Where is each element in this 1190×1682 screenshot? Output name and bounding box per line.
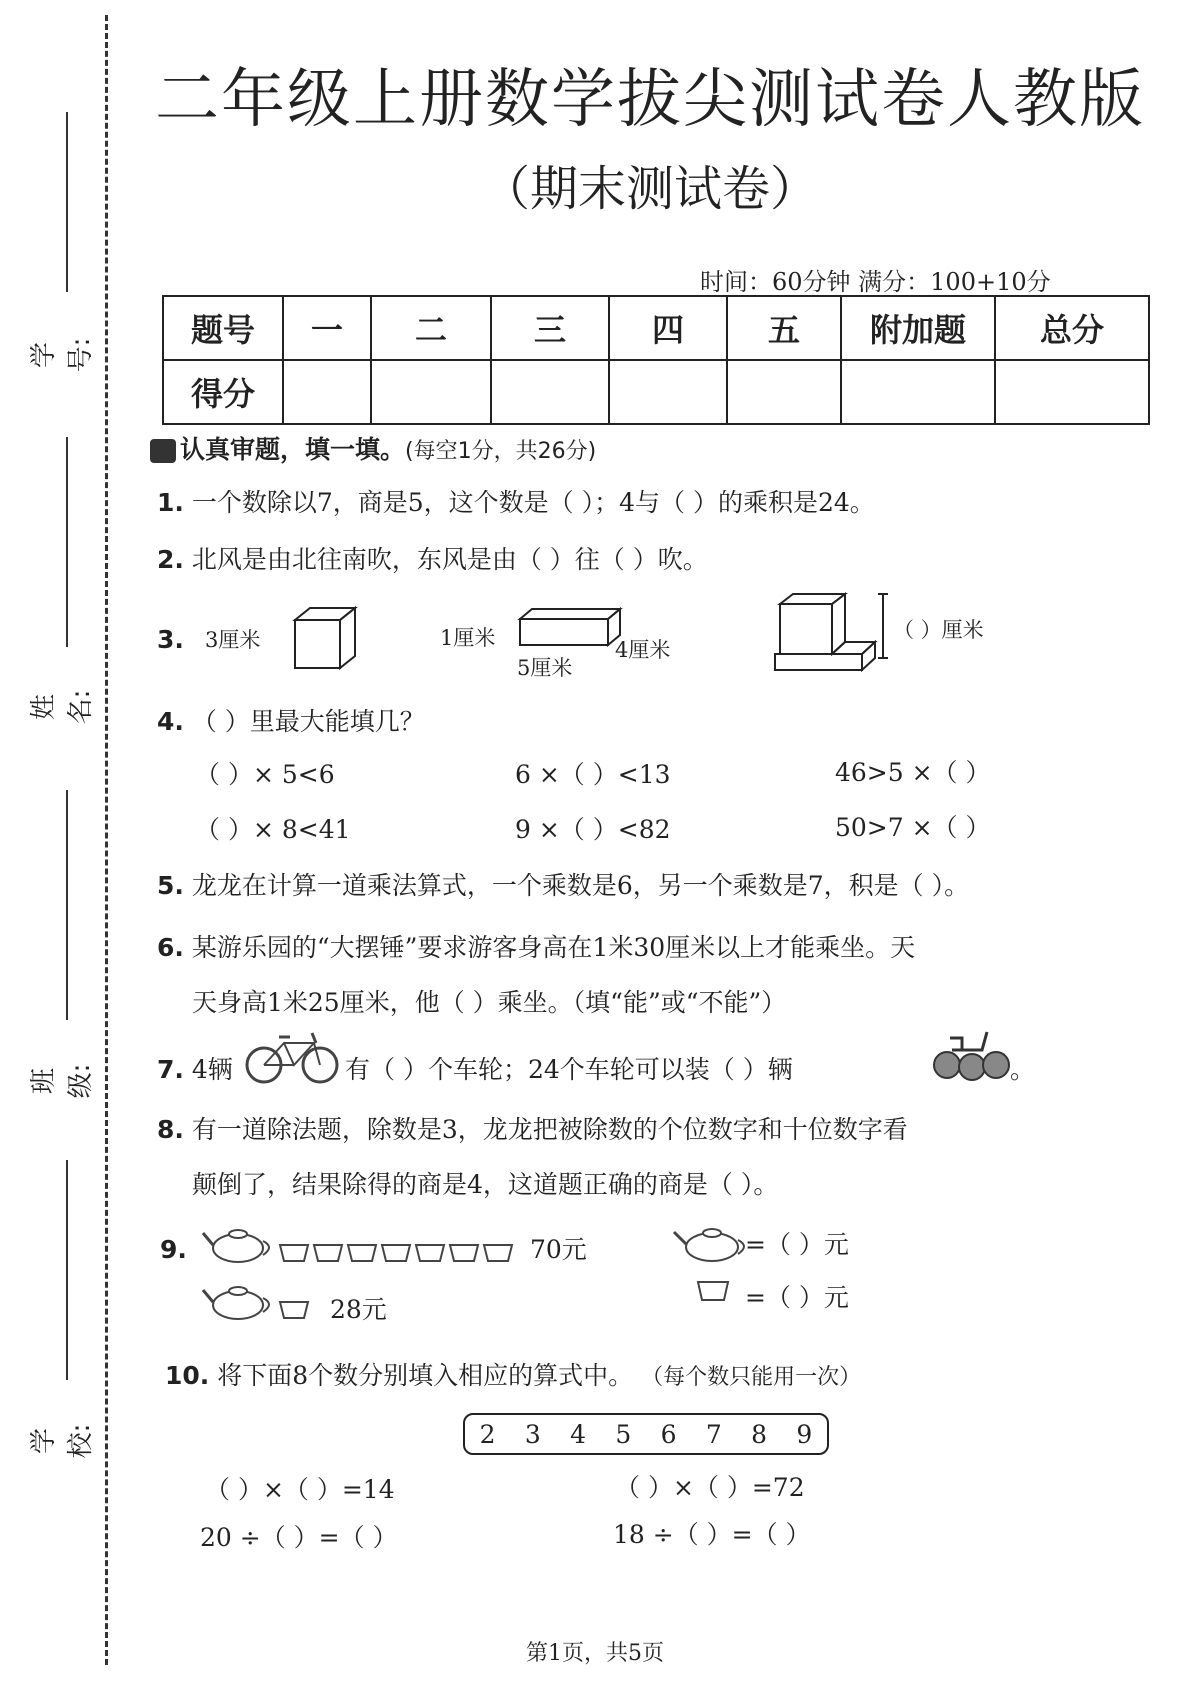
question-1 (157, 483, 875, 519)
question-8 (157, 1110, 908, 1146)
number-item: 2 (479, 1419, 496, 1449)
number-item: 9 (796, 1419, 813, 1449)
number-item: 8 (751, 1419, 768, 1449)
question-3 (157, 625, 184, 654)
score-input-cell[interactable] (841, 360, 995, 424)
equation-item: 18 ÷（ ）=（ ） (613, 1520, 811, 1549)
score-input-cell[interactable] (371, 360, 491, 424)
student-no-line (66, 112, 68, 292)
question-2 (157, 540, 708, 576)
question-text-line1: 有一道除法题，除数是3，龙龙把被除数的个位数字和十位数字看 (191, 1115, 908, 1144)
teapot-price-answer: =（ ）元 (745, 1230, 849, 1259)
student-no-label: 学号: (29, 337, 96, 373)
score-input-cell[interactable] (995, 360, 1149, 424)
question-9 (160, 1235, 187, 1264)
number-item: 6 (660, 1419, 677, 1449)
inequality-item: （ ）× 8<41 (195, 815, 351, 844)
inequality-item: 46>5 ×（ ） (835, 758, 991, 787)
section-number-badge (150, 439, 176, 463)
page-title: 二年级上册数学拔尖测试卷人教版 (155, 63, 1145, 137)
cuboid-height-label: 1厘米 (440, 626, 496, 650)
score-table (162, 295, 1150, 425)
score-header-cell: 一 (283, 296, 371, 360)
section-heading (150, 430, 596, 466)
stacked-solid-figure (775, 592, 890, 677)
score-header-cell: 四 (609, 296, 727, 360)
tricycle-icon (932, 1020, 1010, 1082)
number-item: 5 (615, 1419, 632, 1449)
score-header-cell: 二 (371, 296, 491, 360)
question-number: 10. (165, 1361, 210, 1390)
school-line (66, 1160, 68, 1380)
score-input-cell[interactable] (491, 360, 609, 424)
number-bank (463, 1413, 829, 1455)
question-text: 将下面8个数分别填入相应的算式中。 (217, 1361, 634, 1390)
cube-figure (285, 605, 360, 673)
school-label: 学校: (29, 1423, 96, 1459)
class-line (66, 790, 68, 1020)
class-label: 班级: (29, 1063, 96, 1099)
question-number: 3. (157, 625, 184, 654)
question-text-pre: 4辆 (191, 1055, 233, 1084)
question-text: 北风是由北往南吹，东风是由（ ）往（ ）吹。 (191, 545, 708, 574)
score-row-label: 得分 (163, 360, 283, 424)
score-header-cell: 题号 (163, 296, 283, 360)
question-note: （每个数只能用一次） (641, 1365, 862, 1390)
score-input-cell[interactable] (283, 360, 371, 424)
inequality-item: 50>7 ×（ ） (835, 813, 991, 842)
question-number: 4. (157, 707, 184, 736)
question-number: 2. (157, 545, 184, 574)
equation-item: （ ）×（ ）=14 (205, 1475, 395, 1504)
inequality-item: 6 ×（ ）<13 (515, 760, 671, 789)
question-8-line2: 颠倒了，结果除得的商是4，这道题正确的商是（ ）。 (192, 1170, 779, 1199)
name-label: 姓名: (29, 689, 96, 725)
question-7-end: 。 (1010, 1055, 1036, 1084)
question-text: 龙龙在计算一道乘法算式，一个乘数是6，另一个乘数是7，积是（ ）。 (191, 871, 970, 900)
equation-item: 20 ÷（ ）=（ ） (200, 1523, 398, 1552)
score-header-cell: 五 (727, 296, 841, 360)
section-note: (每空1分，共26分) (405, 439, 597, 464)
cube-edge-label: 3厘米 (205, 628, 261, 652)
number-item: 3 (524, 1419, 541, 1449)
name-line (66, 437, 68, 647)
question-7-middle: 有（ ）个车轮；24个车轮可以装（ ）辆 (345, 1055, 793, 1084)
question-number: 6. (157, 933, 184, 962)
question-number: 7. (157, 1055, 184, 1084)
question-6 (157, 928, 915, 964)
price-total-1: 70元 (530, 1235, 587, 1264)
teapot-and-cup-group (203, 1280, 318, 1322)
score-table-score-row (163, 360, 1149, 424)
score-table-header-row (163, 296, 1149, 360)
score-header-cell: 三 (491, 296, 609, 360)
question-number: 8. (157, 1115, 184, 1144)
question-number: 5. (157, 871, 184, 900)
cuboid-length-label: 5厘米 (517, 656, 573, 680)
question-text: 一个数除以7，商是5，这个数是（ ）；4与（ ）的乘积是24。 (191, 488, 875, 517)
teapot-icon (672, 1222, 752, 1264)
question-6-line2: 天身高1米25厘米，他（ ）乘坐。（填“能”或“不能”） (192, 988, 787, 1017)
price-total-2: 28元 (330, 1295, 387, 1324)
score-input-cell[interactable] (727, 360, 841, 424)
number-item: 7 (705, 1419, 722, 1449)
binding-dashed-line (105, 15, 108, 1665)
exam-meta: 时间：60分钟 满分：100+10分 (700, 268, 1051, 296)
question-text: （ ）里最大能填几？ (191, 707, 425, 736)
question-number: 9. (160, 1235, 187, 1264)
inequality-item: 9 ×（ ）<82 (515, 815, 671, 844)
cup-price-answer: =（ ）元 (745, 1283, 849, 1312)
teapot-and-cups-group (203, 1225, 523, 1265)
section-title: 认真审题，填一填。 (180, 435, 406, 464)
page-subtitle: （期末测试卷） (481, 161, 818, 217)
cup-icon (696, 1278, 736, 1306)
question-7 (157, 1050, 233, 1086)
stacked-height-answer: （ ）厘米 (893, 618, 984, 642)
score-header-cell: 附加题 (841, 296, 995, 360)
page-footer: 第1页，共5页 (526, 1641, 664, 1666)
equation-item: （ ）×（ ）=72 (615, 1473, 805, 1502)
cuboid-figure (515, 607, 625, 652)
score-header-cell: 总分 (995, 296, 1149, 360)
question-number: 1. (157, 488, 184, 517)
question-10 (165, 1356, 861, 1392)
cuboid-width-label: 4厘米 (615, 638, 671, 662)
score-input-cell[interactable] (609, 360, 727, 424)
question-4 (157, 702, 425, 738)
bicycle-icon (244, 1025, 340, 1085)
teapot-icon (203, 1230, 269, 1262)
question-text-line1: 某游乐园的“大摆锤”要求游客身高在1米30厘米以上才能乘坐。天 (191, 933, 916, 962)
number-item: 4 (570, 1419, 587, 1449)
inequality-item: （ ）× 5<6 (195, 760, 335, 789)
question-5 (157, 866, 969, 902)
